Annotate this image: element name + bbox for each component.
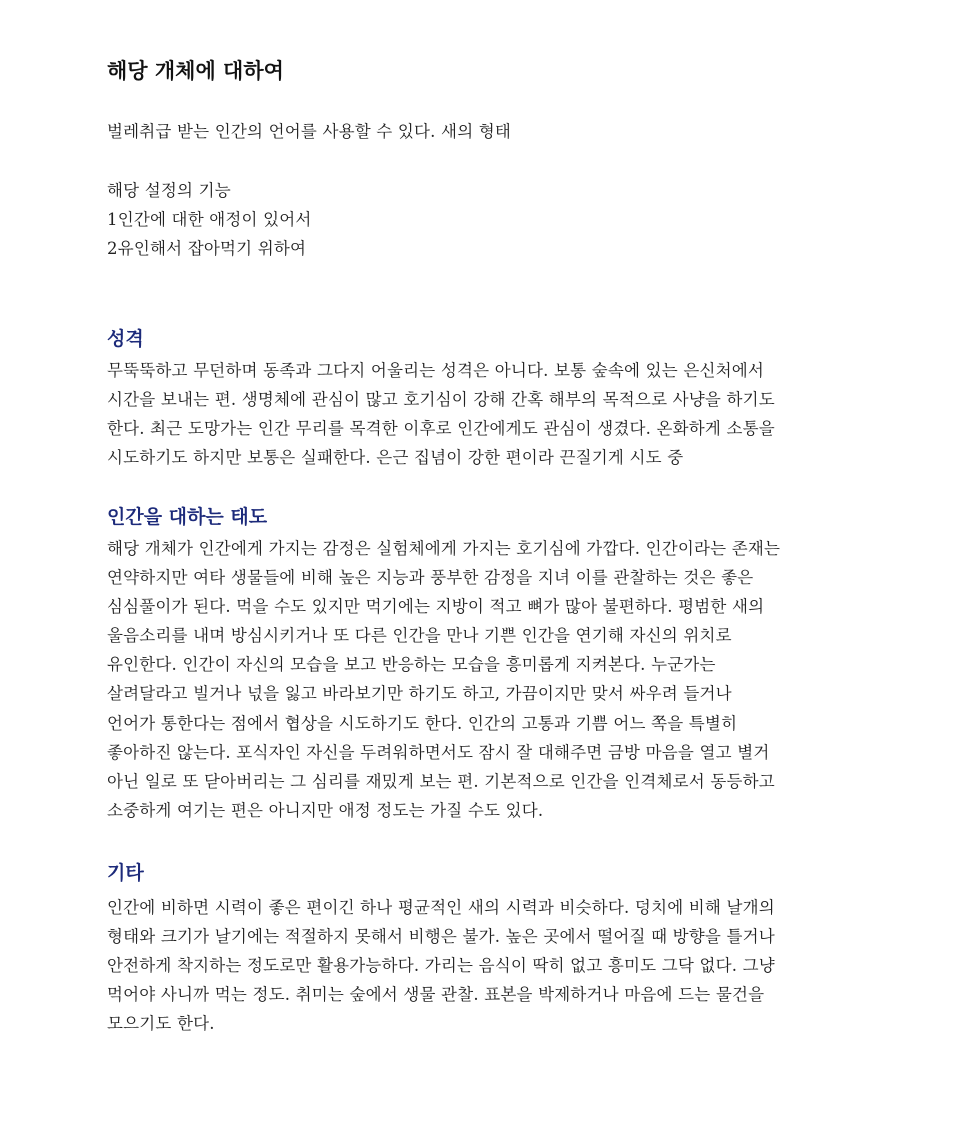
section-body-misc: [107, 893, 877, 1038]
function-item-2: 2유인해서 잡아먹기 위하여: [107, 239, 307, 258]
paragraph-line: 한다. 최근 도망가는 인간 무리를 목격한 이후로 인간에게도 관심이 생겼다. 온화하게 소통을: [107, 419, 775, 439]
section-heading-misc: 기타: [107, 862, 144, 884]
paragraph-line: 모으기도 한다.: [107, 1014, 215, 1034]
paragraph-line: 연약하지만 여타 생물들에 비해 높은 지능과 풍부한 감정을 지녀 이를 관찰하는 것은 좋은: [107, 568, 754, 588]
paragraph-line: 안전하게 착지하는 정도로만 활용가능하다. 가리는 음식이 딱히 없고 흥미도 그닥 없다. 그냥: [107, 956, 775, 976]
paragraph-line: 무뚝뚝하고 무던하며 동족과 그다지 어울리는 성격은 아니다. 보통 숲속에 있는 은신처에서: [107, 361, 765, 380]
paragraph-line: 살려달라고 빌거나 넋을 잃고 바라보기만 하기도 하고, 가끔이지만 맞서 싸우려 들거나: [107, 684, 732, 704]
section-body-attitude: [107, 534, 877, 825]
section-body-personality: [107, 356, 877, 472]
paragraph-line: 심심풀이가 된다. 먹을 수도 있지만 먹기에는 지방이 적고 뼈가 많아 불편하다. 평범한 새의: [107, 597, 765, 617]
paragraph-line: 형태와 크기가 날기에는 적절하지 못해서 비행은 불가. 높은 곳에서 떨어질 때 방향을 틀거나: [107, 927, 775, 947]
paragraph-line: 먹어야 사니까 먹는 정도. 취미는 숲에서 생물 관찰. 표본을 박제하거나 마음에 드는 물건을: [107, 985, 765, 1005]
intro-text: 벌레취급 받는 인간의 언어를 사용할 수 있다. 새의 형태: [107, 122, 512, 141]
paragraph-line: 아닌 일로 또 닫아버리는 그 심리를 재밌게 보는 편. 기본적으로 인간을 인격체로서 동등하고: [107, 771, 775, 791]
function-item-1: 1인간에 대한 애정이 있어서: [107, 210, 312, 229]
section-heading-attitude: 인간을 대하는 태도: [107, 506, 268, 528]
paragraph-line: 울음소리를 내며 방심시키거나 또 다른 인간을 만나 기쁜 인간을 연기해 자신의 위치로: [107, 626, 732, 646]
section-heading-personality: 성격: [107, 328, 144, 350]
paragraph-line: 시간을 보내는 편. 생명체에 관심이 많고 호기심이 강해 간혹 해부의 목적으로 사냥을 하기도: [107, 390, 775, 410]
paragraph-line: 시도하기도 하지만 보통은 실패한다. 은근 집념이 강한 편이라 끈질기게 시도 중: [107, 448, 684, 468]
paragraph-line: 언어가 통한다는 점에서 협상을 시도하기도 한다. 인간의 고통과 기쁨 어느 쪽을 특별히: [107, 713, 738, 733]
paragraph-line: 해당 개체가 인간에게 가지는 감정은 실험체에게 가지는 호기심에 가깝다. 인간이라는 존재는: [107, 539, 781, 558]
paragraph-line: 소중하게 여기는 편은 아니지만 애정 정도는 가질 수도 있다.: [107, 800, 544, 820]
function-heading-text: 해당 설정의 기능: [107, 181, 231, 200]
document-title: 해당 개체에 대하여: [107, 59, 284, 83]
paragraph-line: 인간에 비하면 시력이 좋은 편이긴 하나 평균적인 새의 시력과 비슷하다. 덩치에 비해 날개의: [107, 898, 775, 917]
paragraph-line: 좋아하진 않는다. 포식자인 자신을 두려워하면서도 잠시 잘 대해주면 금방 마음을 열고 별거: [107, 742, 770, 762]
paragraph-line: 유인한다. 인간이 자신의 모습을 보고 반응하는 모습을 흥미롭게 지켜본다. 누군가는: [107, 655, 716, 675]
